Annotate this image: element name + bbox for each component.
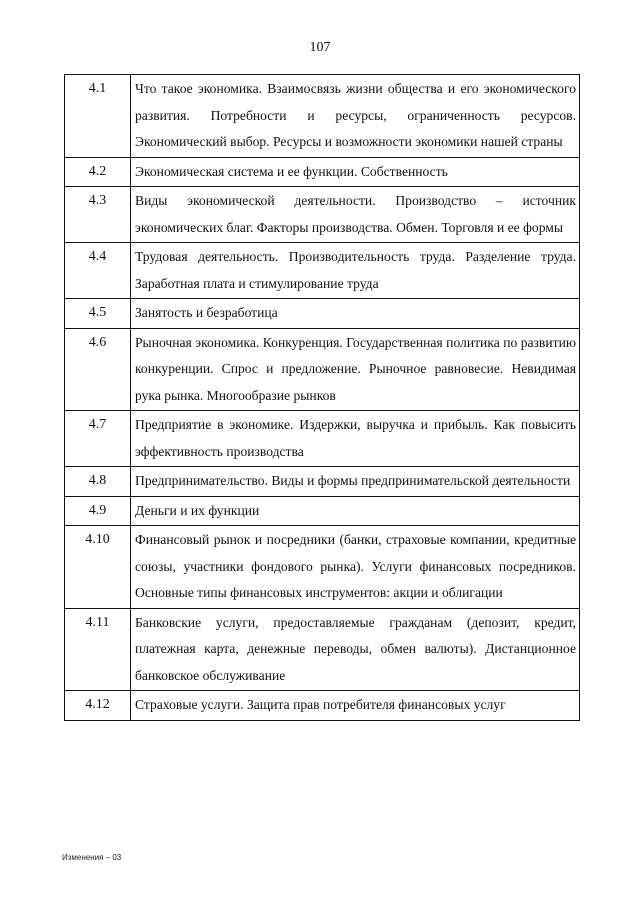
topic-number: 4.9 [65, 496, 131, 526]
table-row [65, 467, 580, 497]
topics-table [64, 74, 580, 721]
table-row [65, 411, 580, 467]
table-row [65, 75, 580, 158]
table-row [65, 526, 580, 609]
topic-number: 4.1 [65, 75, 131, 158]
table-row [65, 496, 580, 526]
topic-text: Рыночная экономика. Конкуренция. Государственная политика по развитию конкуренции. Спрос и предложение. Рыночное равновесие. Невидимая рука рынка. Многообразие рынков [131, 328, 580, 411]
topic-text: Занятость и безработица [131, 299, 580, 329]
topic-text: Предпринимательство. Виды и формы предпринимательской деятельности [131, 467, 580, 497]
topic-number: 4.7 [65, 411, 131, 467]
table-row [65, 243, 580, 299]
topic-number: 4.12 [65, 691, 131, 721]
page-number: 107 [309, 40, 331, 55]
topic-text: Трудовая деятельность. Производительность труда. Разделение труда. Заработная плата и стимулирование труда [131, 243, 580, 299]
topic-text: Деньги и их функции [131, 496, 580, 526]
topic-text: Финансовый рынок и посредники (банки, страховые компании, кредитные союзы, участники фондового рынка). Услуги финансовых посредников. Основные типы финансовых инструментов: акции и облигации [131, 526, 580, 609]
topic-number: 4.4 [65, 243, 131, 299]
topic-text: Предприятие в экономике. Издержки, выручка и прибыль. Как повысить эффективность производства [131, 411, 580, 467]
table-row [65, 299, 580, 329]
table-row [65, 157, 580, 187]
table-row [65, 328, 580, 411]
topic-number: 4.8 [65, 467, 131, 497]
table-row [65, 187, 580, 243]
table-row [65, 608, 580, 691]
topic-text: Банковские услуги, предоставляемые гражданам (депозит, кредит, платежная карта, денежные переводы, обмен валюты). Дистанционное банковское обслуживание [131, 608, 580, 691]
topic-text: Страховые услуги. Защита прав потребителя финансовых услуг [131, 691, 580, 721]
topic-text: Экономическая система и ее функции. Собственность [131, 157, 580, 187]
topic-number: 4.5 [65, 299, 131, 329]
topic-number: 4.3 [65, 187, 131, 243]
topic-text: Что такое экономика. Взаимосвязь жизни общества и его экономического развития. Потребности и ресурсы, ограниченность ресурсов. Экономический выбор. Ресурсы и возможности экономики нашей страны [131, 75, 580, 158]
topic-number: 4.10 [65, 526, 131, 609]
topic-number: 4.2 [65, 157, 131, 187]
table-row [65, 691, 580, 721]
topic-number: 4.11 [65, 608, 131, 691]
topic-text: Виды экономической деятельности. Производство – источник экономических благ. Факторы производства. Обмен. Торговля и ее формы [131, 187, 580, 243]
revision-footer: Изменения – 03 [62, 853, 122, 862]
topic-number: 4.6 [65, 328, 131, 411]
